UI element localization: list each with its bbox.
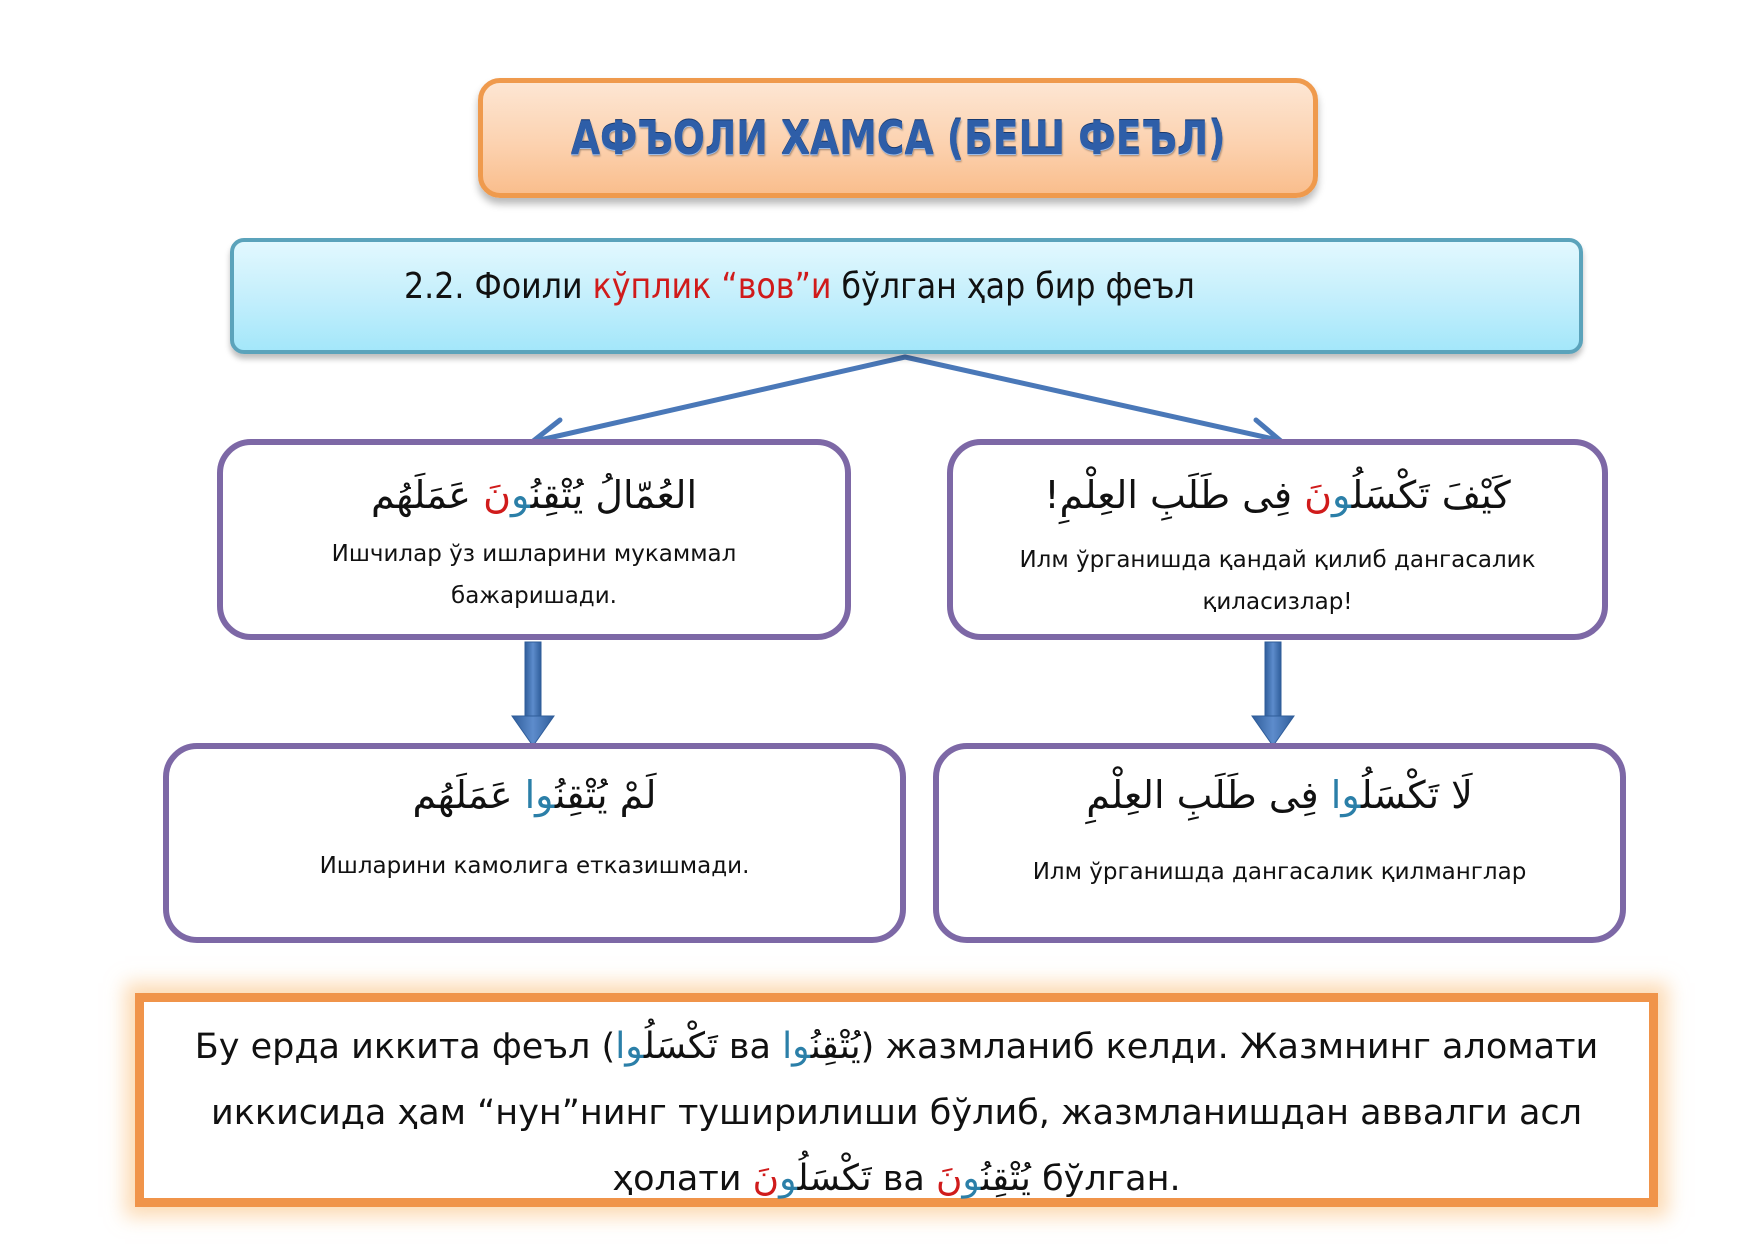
arrow-down-right: [1252, 642, 1294, 746]
waw-highlight: وا: [1330, 773, 1361, 817]
rule-header-text: [404, 266, 1195, 307]
rule-highlight: кўплик “вов”и: [592, 266, 832, 307]
arabic-sentence: [169, 773, 900, 819]
explanation-note-box: [135, 993, 1658, 1207]
note-text: ва: [717, 1027, 783, 1067]
arrow-to-left-box: [532, 357, 905, 452]
translation: [223, 533, 845, 617]
note-text: бўлган.: [1030, 1159, 1181, 1199]
nun-highlight: نَ: [483, 473, 511, 517]
note-text: ҳолати: [612, 1159, 753, 1199]
verb-jussive-1: [615, 1026, 718, 1067]
arrow-down-left: [512, 642, 554, 746]
translation-line: Илм ўрганишда қандай қилиб дангасалик: [1019, 546, 1536, 573]
translation-line: қиласизлар!: [1202, 588, 1353, 615]
arrow-to-right-box: [905, 357, 1282, 452]
translation-line: Ишчилар ўз ишларини мукаммал: [331, 540, 737, 567]
nun-highlight: نَ: [752, 1158, 780, 1199]
example-box-present-2: [947, 439, 1608, 640]
translation: Илм ўрганишда дангасалик қилманглар: [1032, 858, 1527, 885]
note-line-2: иккисида ҳам “нун”нинг туширилиши бўлиб, жазмланишдан аввалги асл: [210, 1093, 1583, 1133]
example-box-jussive-1: [163, 743, 906, 943]
arabic-sentence: [223, 473, 845, 519]
arabic-text: فِى طَلَبِ العِلْمِ: [1086, 773, 1331, 817]
translation: [953, 539, 1602, 623]
arabic-sentence: [939, 773, 1620, 819]
arabic-text: العُمّالُ يُتْقِنُ: [530, 473, 698, 517]
rule-suffix: бўлган ҳар бир феъл: [831, 266, 1195, 307]
translation: Ишларини камолига етказишмади.: [319, 852, 750, 879]
arabic-text: فِى طَلَبِ العِلْمِ!: [1044, 473, 1305, 517]
example-box-present-1: [217, 439, 851, 640]
rule-prefix: 2.2. Фоили: [404, 266, 593, 307]
page-title: АФЪОЛИ ХАМСА (БЕШ ФЕЪЛ): [570, 111, 1226, 165]
note-line-1: [144, 1014, 1649, 1080]
example-box-jussive-2: [933, 743, 1626, 943]
arabic-text: عَمَلَهُم: [412, 773, 525, 817]
nun-highlight: نَ: [935, 1158, 963, 1199]
waw-highlight: و: [962, 1158, 981, 1199]
waw-highlight: و: [510, 473, 531, 517]
verb-original-2: [936, 1158, 1031, 1199]
arabic-text: كَيْفَ تَكْسَلُ: [1351, 473, 1511, 517]
note-text: ) жазмланиб келди. Жазмнинг аломати: [860, 1027, 1599, 1067]
arabic-text: تَكْسَلُ: [797, 1158, 872, 1199]
waw-highlight: وا: [615, 1026, 644, 1067]
waw-highlight: و: [779, 1158, 798, 1199]
arabic-text: عَمَلَهُم: [370, 473, 484, 517]
waw-highlight: و: [1332, 473, 1352, 517]
arabic-sentence: [953, 473, 1602, 519]
arabic-text: يُتْقِنُ: [980, 1158, 1031, 1199]
arabic-text: لَمْ يُتْقِنُ: [554, 773, 657, 817]
nun-highlight: نَ: [1304, 473, 1333, 517]
waw-highlight: وا: [782, 1026, 811, 1067]
title-plaque: [478, 78, 1318, 198]
translation-line: бажаришади.: [451, 582, 617, 609]
rule-header-box: [230, 238, 1583, 354]
waw-highlight: وا: [524, 773, 555, 817]
verb-jussive-2: [782, 1026, 861, 1067]
note-text: Бу ерда иккита феъл (: [194, 1027, 616, 1067]
explanation-text: [144, 1014, 1649, 1212]
note-text: ва: [871, 1159, 936, 1199]
arabic-text: يُتْقِنُ: [810, 1026, 861, 1067]
verb-original-1: [753, 1158, 872, 1199]
note-line-3: [144, 1146, 1649, 1212]
arabic-text: تَكْسَلُ: [643, 1026, 718, 1067]
arabic-text: لَا تَكْسَلُ: [1360, 773, 1473, 817]
